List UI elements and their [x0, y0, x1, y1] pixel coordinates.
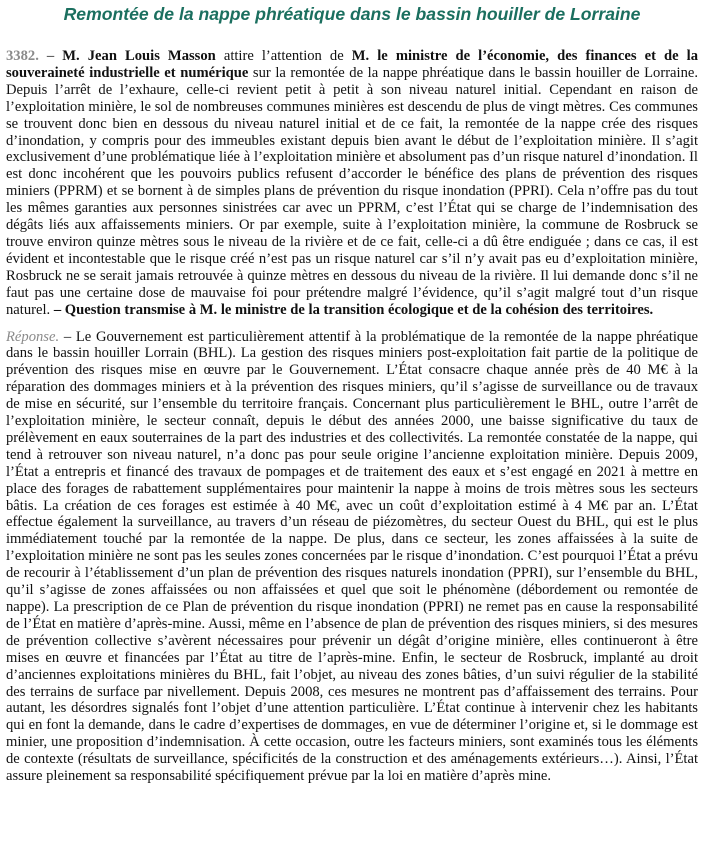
- question-paragraph: [6, 48, 698, 319]
- question-author: M. Jean Louis Masson: [62, 48, 216, 64]
- question-intro: attire l’attention de: [215, 48, 352, 64]
- response-label: Réponse.: [6, 328, 60, 345]
- question-dash: –: [38, 48, 63, 64]
- document-title: Remontée de la nappe phréatique dans le bassin houiller de Lorraine: [63, 4, 641, 24]
- question-transmitted: – Question transmise à M. le ministre de la transition écologique et de la cohésion des territoires.: [50, 301, 654, 318]
- response-body: – Le Gouvernement est particulièrement attentif à la problématique de la remontée de la nappe phréatique dans le bassin houiller Lorrain (BHL). La gestion des risques miniers post-exploitation fait partie de la politique de prévention des risques mise en œuvre par le Gouvernement. L’État consacre chaque année près de 40 M€ à la réparation des dommages miniers et à la prévention des risques miniers, qu’il s’agisse de surveillance ou de travaux de mise en sécurité, sur l’ensemble du territoire français. Concernant plus particulièrement le BHL, outre l’arrêt de l’exploitation minière, le secteur connaît, depuis le début des années 2000, une baisse significative du taux de prélèvement en eaux souterraines de la part des industries et des collectivités. La remontée constatée de la nappe, qui tend à retrouver son niveau naturel, n’a donc pas pour seule origine l’ancienne exploitation minière. Depuis 2009, l’État a entrepris et financé des travaux de pompages et de traitement des eaux et s’est engagé en 2021 à mettre en place des forages de rabattement supplémentaires pour maintenir la nappe à moins de trois mètres sous les secteurs bâtis. La création de ces forages est estimée à 40 M€, avec un coût d’exploitation estimé à 4 M€ par an. L’État effectue également la surveillance, au travers d’un réseau de piézomètres, du secteur Ouest du BHL, qui est le plus immédiatement touché par la remontée de la nappe. De plus, dans ce secteur, les zones affaissées à la suite de l’exploitation minière ne sont pas les seules zones concernées par le risque d’inondation. C’est pourquoi l’État a prévu de recourir à l’établissement d’un plan de prévention des risques naturels inondation (PPRI), sur l’ensemble du BHL, qu’il s’agisse de zones affaissées ou non affaissées et quel que soit le phénomène (débordement ou remontée de nappe). La prescription de ce Plan de prévention du risque inondation (PPRI) ne remet pas en cause la responsabilité de l’État en matière d’après-mine. Aussi, même en l’absence de plan de prévention des risques miniers, si des mesures de prévention collective s’avèrent nécessaires pour prévenir un dégât d’origine minière, elles continueront à être mises en œuvre et financées par l’État au titre de l’après-mine. Enfin, le secteur de Rosbruck, implanté au droit d’anciennes exploitations minières du BHL, fait l’objet, au niveau des zones bâties, d’un suivi régulier de la stabilité des terrains de surface par nivellement. Depuis 2008, ces mesures ne montrent pas d’affaissement des terrains. Pour autant, les désordres signalés font l’objet d’une attention particulière. L’État continue à intervenir chez les habitants qui en font la demande, dans le cadre d’expertises de dommages, en vue de déterminer l’origine et, si le dommage est minier, une proposition d’indemnisation. À cette occasion, outre les facteurs miniers, sont examinés tous les éléments de contexte (résultats de surveillance, spécificités de la construction et des aménagements extérieurs…). Ainsi, l’État assure pleinement sa responsabilité spécifiquement prévue par la loi en matière d’après mine.: [6, 328, 698, 785]
- question-minister: M. le ministre de l’économie, des finances et de la souveraineté industrielle et numérique: [6, 48, 698, 81]
- question-body: sur la remontée de la nappe phréatique dans le bassin houiller de Lorraine. Depuis l’arrêt de l’exhaure, celle-ci revient petit à petit à son niveau naturel initial. Cependant en raison de l’exploitation minière, le sol de nombreuses communes minières est descendu de plus de vingt mètres. Ces communes se trouvent donc bien en dessous du niveau naturel initial et de ce fait, la remontée de la nappe crée des risques d’inondation, y compris pour des immeubles existant depuis bien avant le début de l’exploitation minière. Il s’agit exclusivement d’une problématique liée à l’exploitation minière et absolument pas d’un risque naturel d’inondation. Il est donc incohérent que les pouvoirs publics refusent d’accorder le bénéfice des plans de prévention des risques miniers (PPRM) et se bornent à de simples plans de prévention du risque inondation (PPRI). Cela n’offre pas du tout les mêmes garanties aux personnes sinistrées car avec un PPRM, c’est l’État qui se charge de l’indemnisation des dégâts liés aux affaissements miniers. Or par exemple, suite à l’exploitation minière, la commune de Rosbruck se trouve environ quinze mètres sous le niveau de la rivière et de ce fait, celle-ci a dû être endiguée ; dans ce cas, il est évident et incontestable que le risque créé n’est pas un risque naturel car s’il n’y avait pas eu d’exploitation minière, Rosbruck ne se serait jamais retrouvée à quinze mètres en dessous du niveau de la rivière. Il lui demande donc s’il ne faut pas une certaine dose de mauvaise foi pour prétendre malgré l’évidence, qu’il s’agit malgré tout d’un risque naturel.: [6, 64, 699, 318]
- question-number: 3382.: [6, 48, 39, 64]
- response-paragraph: [6, 329, 698, 785]
